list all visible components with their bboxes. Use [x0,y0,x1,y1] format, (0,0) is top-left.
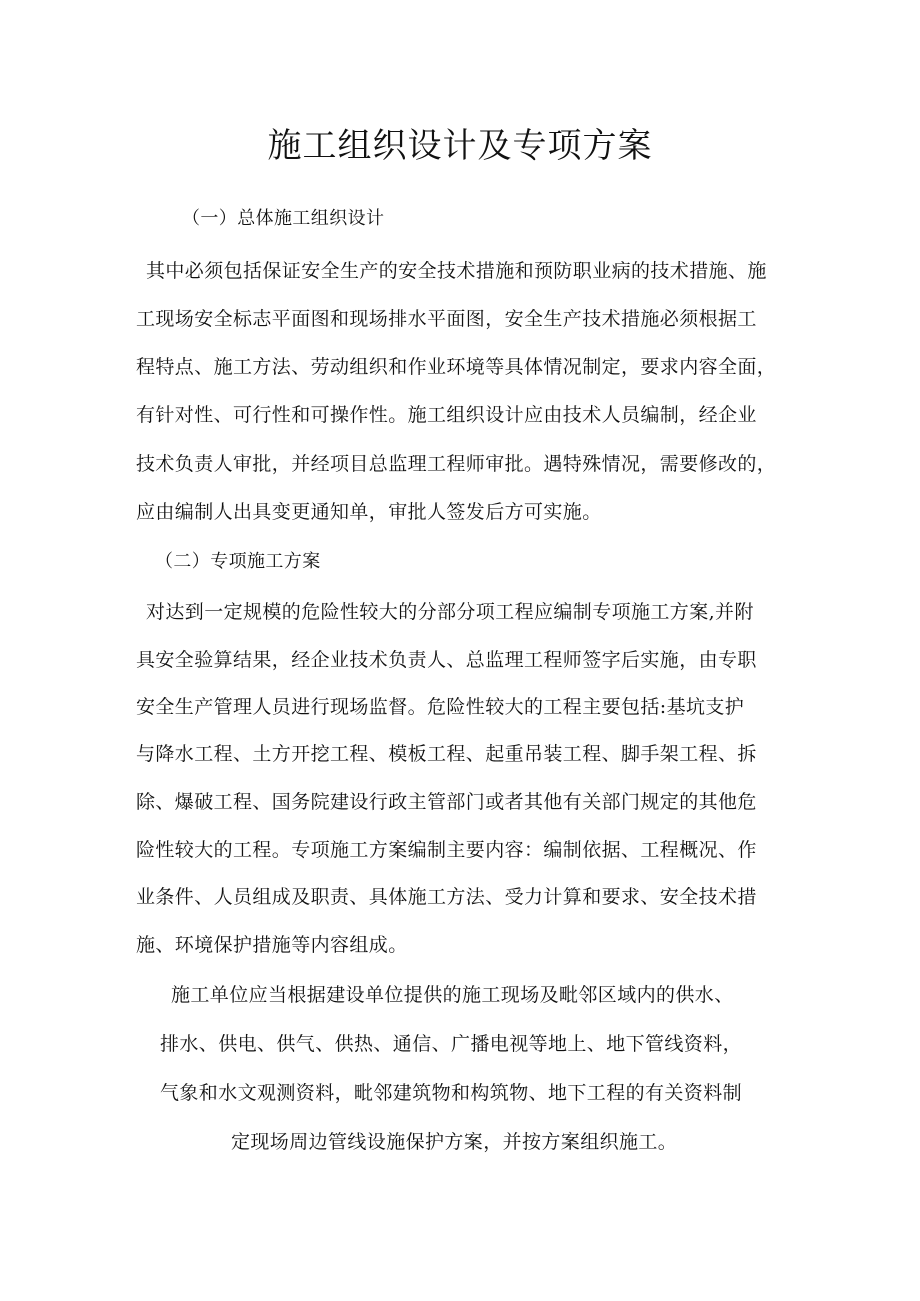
paragraph-line: 应由编制人出具变更通知单，审批人签发后方可实施。 [136,501,602,523]
paragraph-line: 业条件、人员组成及职责、具体施工方法、受力计算和要求、安全技术措 [136,886,757,908]
paragraph-line: 技术负责人审批，并经项目总监理工程师审批。遇特殊情况，需要修改的， [136,453,777,475]
paragraph-line: 有针对性、可行性和可操作性。施工组织设计应由技术人员编制，经企业 [136,404,757,426]
paragraph-line: 其中必须包括保证安全生产的安全技术措施和预防职业病的技术措施、施 [146,260,767,282]
paragraph-line: 除、爆破工程、国务院建设行政主管部门或者其他有关部门规定的其他危 [136,791,757,813]
section-heading-general-design: （一）总体施工组织设计 [182,208,385,229]
paragraph-line: 定现场周边管线设施保护方案，并按方案组织施工。 [231,1131,678,1153]
paragraph-line: 对达到一定规模的危险性较大的分部分项工程应编制专项施工方案,并附 [146,601,754,623]
paragraph-line: 工现场安全标志平面图和现场排水平面图，安全生产技术措施必须根据工 [136,308,757,330]
paragraph-line: 施、环境保护措施等内容组成。 [136,934,408,956]
paragraph-line: 安全生产管理人员进行现场监督。危险性较大的工程主要包括:基坑支护 [136,696,745,718]
document-title: 施工组织设计及专项方案 [267,126,653,166]
paragraph-line: 程特点、施工方法、劳动组织和作业环境等具体情况制定，要求内容全面， [136,356,777,378]
section-heading-special-plan: （二）专项施工方案 [155,551,321,572]
paragraph-line: 气象和水文观测资料，毗邻建筑物和构筑物、地下工程的有关资料制 [160,1082,743,1104]
paragraph-line: 险性较大的工程。专项施工方案编制主要内容：编制依据、工程概况、作 [136,839,757,861]
paragraph-line: 与降水工程、土方开挖工程、模板工程、起重吊装工程、脚手架工程、拆 [136,743,757,765]
paragraph-line: 具安全验算结果，经企业技术负责人、总监理工程师签字后实施，由专职 [136,649,757,671]
paragraph-line: 排水、供电、供气、供热、通信、广播电视等地上、地下管线资料， [160,1033,743,1055]
paragraph-line: 施工单位应当根据建设单位提供的施工现场及毗邻区域内的供水、 [171,984,734,1006]
